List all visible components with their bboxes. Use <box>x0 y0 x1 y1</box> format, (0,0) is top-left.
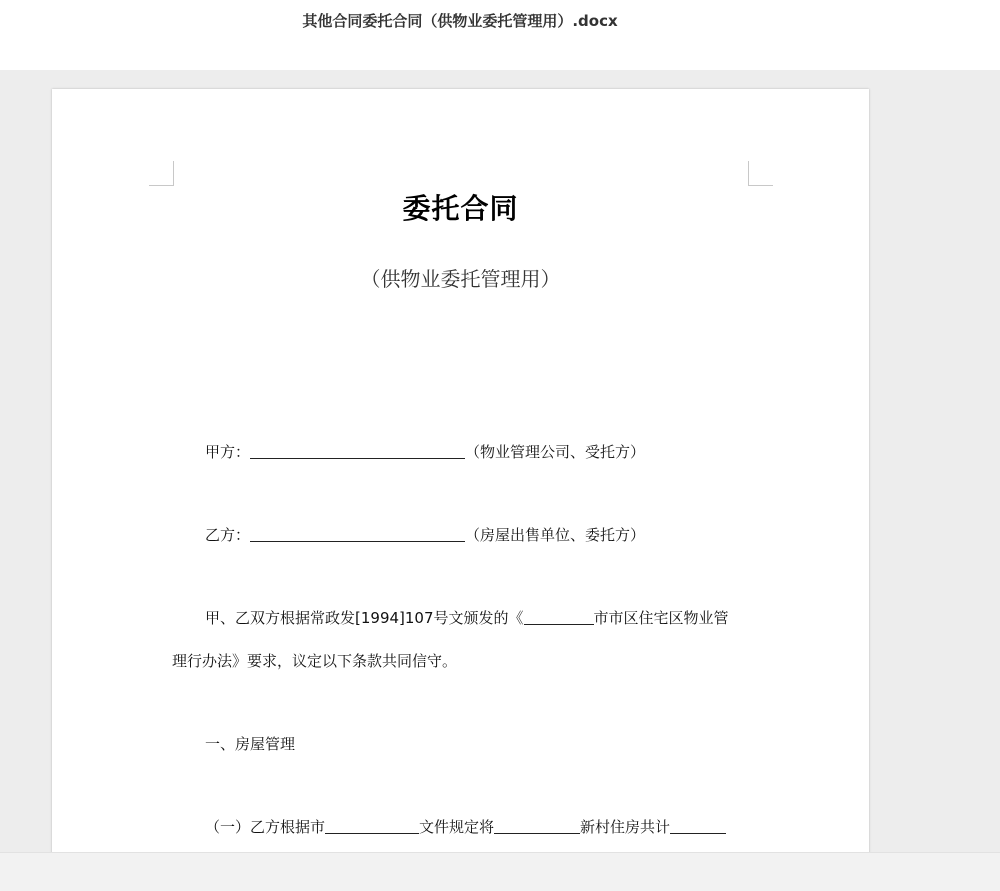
top-bar <box>0 0 1000 70</box>
document-title: 委托合同 <box>402 192 519 225</box>
section-heading: 一、房屋管理 <box>205 735 296 753</box>
party-a-blank <box>250 444 465 459</box>
document-viewer[interactable] <box>0 70 1000 852</box>
clause-blank-3 <box>670 819 726 834</box>
margin-corner-mark-right <box>748 161 773 186</box>
clause-blank-1 <box>325 819 419 834</box>
clause-blank-2 <box>494 819 580 834</box>
preamble-text-start: 甲、乙双方根据常政发[1994]107号文颁发的《 <box>205 609 524 627</box>
file-title: 其他合同委托合同（供物业委托管理用）.docx <box>302 12 618 30</box>
party-a-label: 甲方： <box>205 443 251 461</box>
party-a-note: （物业管理公司、受托方） <box>465 443 646 461</box>
clause-part-1: （一）乙方根据市 <box>205 818 326 836</box>
document-page <box>52 89 869 852</box>
bottom-strip <box>0 852 1000 891</box>
party-b-blank <box>250 527 465 542</box>
clause-part-3: 新村住房共计 <box>580 818 671 836</box>
preamble-line-2: 理行办法》要求，议定以下条款共同信守。 <box>172 652 458 670</box>
party-a-line <box>205 441 645 462</box>
party-b-note: （房屋出售单位、委托方） <box>465 526 646 544</box>
preamble-line-1 <box>205 607 729 628</box>
clause-part-2: 文件规定将 <box>419 818 495 836</box>
preamble-text-end: 市市区住宅区物业管 <box>593 609 729 627</box>
margin-corner-mark-left <box>149 161 174 186</box>
document-subtitle: （供物业委托管理用） <box>360 267 561 291</box>
clause-line <box>205 816 726 837</box>
party-b-line <box>205 524 645 545</box>
party-b-label: 乙方： <box>205 526 251 544</box>
preamble-blank <box>524 610 594 625</box>
